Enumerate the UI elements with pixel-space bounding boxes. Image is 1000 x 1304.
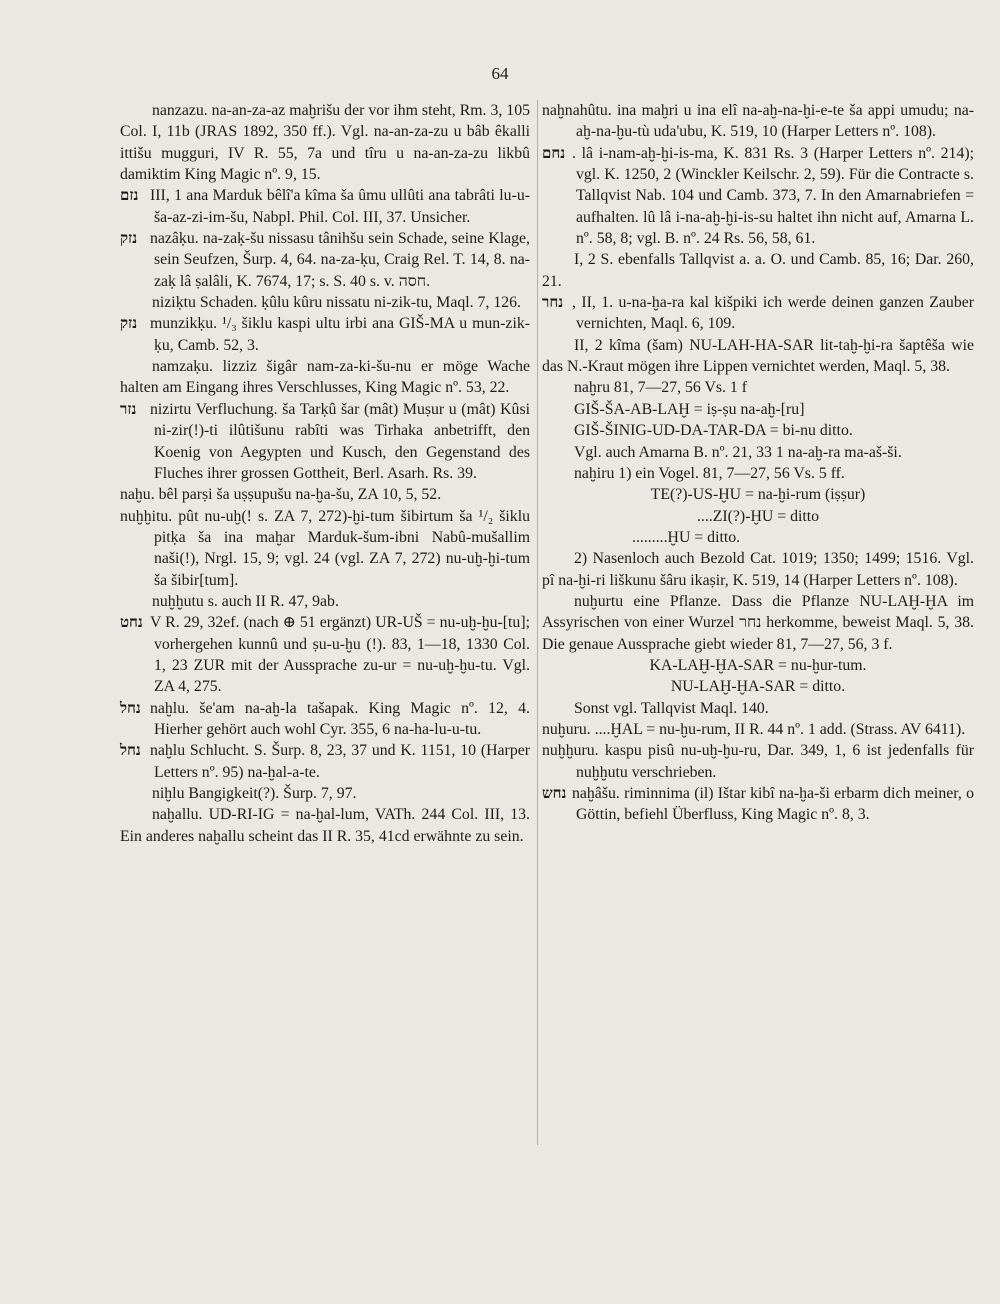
- dictionary-entry: [120, 506, 530, 591]
- entry-text: V R. 29, 32ef. (nach ⊕ 51 ergänzt) UR-UŠ = nu-uḫ-ḫu-[tu]; vorhergehen kunnû und ṣu-u-ḫu (!). 83, 1—18, 1330 Col. 1, 23 ZUR mit der Aussprache zu-ur = nu-uḫ-ḫu-tu. Vgl. ZA 4, 275.: [150, 614, 530, 696]
- hebrew-root: נזק: [120, 229, 138, 248]
- hebrew-root: נחל: [120, 741, 141, 760]
- dictionary-entry: [542, 100, 974, 143]
- hebrew-root: נחש: [542, 784, 567, 802]
- entry-text: nuḫḫitu. pût nu-uḫ(! s. ZA 7, 272)-ḫi-tum šibirtum ša ¹/₂ šiklu pitḳa ša ina maḫar Marduk-šum-ibni Nabû-mušallim naši(!), Nrgl. 15, 9; vgl. 24 (vgl. ZA 7, 272) nu-uḫ-ḫi-tum ša šibir[tum].: [120, 507, 530, 589]
- entry-text: I, 2 S. ebenfalls Tallqvist a. a. O. und Camb. 85, 16; Dar. 260, 21.: [542, 251, 974, 290]
- entry-text: munzikḳu. ¹/₃ šiklu kaspi ultu irbi ana GIŠ-MA u mun-zik-ḳu, Camb. 52, 3.: [150, 315, 530, 354]
- dictionary-entry: [120, 612, 530, 697]
- hebrew-root: נחל: [120, 698, 141, 717]
- dictionary-entry: [542, 740, 974, 783]
- entry-text: Vgl. auch Amarna B. nº. 21, 33 1 na-aḫ-ra ma-aš-ši.: [574, 443, 902, 461]
- entry-text: naḫallu. UD-RI-IG = na-ḫal-lum, VATh. 244 Col. III, 13. Ein anderes naḫallu scheint das II R. 35, 41cd erwähnte zu sein.: [120, 806, 530, 845]
- entry-text: . lâ i-nam-aḫ-ḫi-is-ma, K. 831 Rs. 3 (Harper Letters nº. 214); vgl. K. 1250, 2 (Winckler Keilschr. 2, 59). Für die Contracte s. Tallqvist Nab. 104 und Camb. 373, 7. In den Amarnabriefen = aufhalten. lû lâ i-na-aḫ-ḫi-is-su haltet ihn nicht auf, Amarna L. nº. 58, 8; vgl. B. nº. 24 Rs. 56, 58, 61.: [572, 144, 974, 248]
- dictionary-entry: [120, 185, 530, 228]
- dictionary-entry: [542, 420, 974, 441]
- dictionary-entry: [542, 506, 974, 527]
- dictionary-entry: [120, 484, 530, 505]
- hebrew-root: נחם: [542, 143, 566, 162]
- entry-text: Sonst vgl. Tallqvist Maql. 140.: [574, 699, 769, 717]
- dictionary-entry: [542, 484, 974, 505]
- entry-text: nuḫḫutu s. auch II R. 47, 9ab.: [152, 592, 339, 610]
- hebrew-root: נזר: [120, 399, 137, 418]
- dictionary-entry: [542, 463, 974, 484]
- dictionary-entry: [542, 377, 974, 398]
- left-column: [120, 100, 530, 847]
- entry-text: nuḫuru. ....ḪAL = nu-ḫu-rum, II R. 44 nº. 1 add. (Strass. AV 6411).: [542, 720, 966, 738]
- dictionary-entry: [120, 804, 530, 847]
- dictionary-entry: [120, 313, 530, 356]
- dictionary-entry: [542, 591, 974, 655]
- dictionary-entry: [120, 292, 530, 313]
- hebrew-root: נזק: [120, 314, 138, 333]
- entry-text: naḫnahûtu. ina maḫri u ina elî na-aḫ-na-ḫi-e-te ša appi umudu; na-aḫ-na-ḫu-tù uda'ubu, K. 519, 10 (Harper Letters nº. 108).: [542, 102, 974, 141]
- entry-text: 2) Nasenloch auch Bezold Cat. 1019; 1350; 1499; 1516. Vgl. pî na-ḫi-ri liškunu šâru ikaṣir, K. 519, 14 (Harper Letters nº. 108).: [542, 550, 974, 589]
- dictionary-entry: [120, 783, 530, 804]
- column-divider: [537, 100, 538, 1145]
- entry-text: KA-LAḪ-ḪA-SAR = nu-ḫur-tum.: [649, 656, 867, 674]
- entry-text: nizirtu Verfluchung. ša Tarḳû šar (mât) Muṣur u (mât) Kûsi ni-zir(!)-ti ilûtišunu rabîti was Tirhaka anbetrifft, den Koenig von Aegypten und Kusch, den Gegenstand des Fluches ihrer grossen Gottheit, Berl. Asarh. Rs. 39.: [150, 400, 530, 482]
- dictionary-entry: [542, 143, 974, 250]
- entry-text: , II, 1. u-na-ḫa-ra kal kišpiki ich werde deinen ganzen Zauber vernichten, Maql. 6, 109.: [572, 294, 974, 333]
- entry-text: naḫru 81, 7—27, 56 Vs. 1 f: [574, 379, 748, 397]
- entry-text: niziḳtu Schaden. ḳûlu kûru nissatu ni-zik-tu, Maql. 7, 126.: [152, 294, 521, 312]
- hebrew-root: נחט: [120, 613, 143, 632]
- dictionary-entry: [542, 335, 974, 378]
- dictionary-entry: [120, 356, 530, 399]
- entry-text: nanzazu. na-an-za-az maḫrišu der vor ihm steht, Rm. 3, 105 Col. I, 11b (JRAS 1892, 350 ff.). Vgl. na-an-za-zu u bâb êkalli ittišu mugguri, IV R. 55, 7a und tîru u na-an-za-zu likbû damiktim King Magic nº. 9, 15.: [120, 102, 530, 184]
- dictionary-entry: [542, 548, 974, 591]
- dictionary-entry: [120, 100, 530, 185]
- dictionary-entry: [120, 399, 530, 484]
- hebrew-root: נזם: [120, 186, 139, 205]
- entry-text: ....ZI(?)-ḪU = ditto: [696, 507, 820, 525]
- dictionary-entry: [542, 698, 974, 719]
- entry-text: TE(?)-US-ḪU = na-ḫi-rum (iṣṣur): [650, 486, 866, 504]
- dictionary-entry: [120, 591, 530, 612]
- entry-text: nuḫurtu eine Pflanze. Dass die Pflanze NU-LAḪ-ḪA im Assyrischen von einer Wurzel נחר herkomme, beweist Maql. 5, 38. Die genaue Aussprache giebt wieder 81, 7—27, 56, 3 f.: [542, 592, 974, 653]
- entry-text: III, 1 ana Marduk bêlî'a kîma ša ûmu ullûti ana tabrâti lu-u-ša-az-zi-im-šu, Nabpl. Phil. Col. III, 37. Unsicher.: [150, 187, 530, 226]
- entry-text: naḫlu Schlucht. S. Šurp. 8, 23, 37 und K. 1151, 10 (Harper Letters nº. 95) na-ḫal-a-te.: [150, 742, 530, 781]
- entry-text: naḫiru 1) ein Vogel. 81, 7—27, 56 Vs. 5 ff.: [574, 464, 845, 482]
- entry-text: namzaḳu. lizziz šigâr nam-za-ki-šu-nu er möge Wache halten am Eingang ihres Verschlusses, King Magic nº. 53, 22.: [120, 358, 530, 397]
- dictionary-entry: [542, 783, 974, 826]
- entry-text: II, 2 kîma (šam) NU-LAH-HA-SAR lit-taḫ-ḫi-ra šaptêša wie das N.-Kraut mögen ihre Lippen vernichtet werden, Maql. 5, 38.: [542, 336, 974, 376]
- entry-text: NU-LAḪ-ḪA-SAR = ditto.: [670, 678, 846, 696]
- dictionary-entry: [542, 442, 974, 463]
- dictionary-entry: [542, 399, 974, 420]
- hebrew-root: נחר: [542, 293, 564, 312]
- dictionary-entry: [120, 698, 530, 741]
- dictionary-entry: [542, 249, 974, 292]
- entry-text: GIŠ-ŠINIG-UD-DA-TAR-DA = bi-nu ditto.: [574, 422, 853, 440]
- right-column: [542, 100, 974, 826]
- entry-text: .........ḪU = ditto.: [632, 528, 741, 546]
- dictionary-entry: [542, 527, 974, 548]
- entry-text: naḫlu. še'am na-aḫ-la tašapak. King Magic nº. 12, 4. Hierher gehört auch wohl Cyr. 355, 6 na-ha-lu-u-tu.: [150, 699, 530, 738]
- entry-text: nazâḳu. na-zaḳ-šu nissasu tânihšu sein Schade, seine Klage, sein Seufzen, Šurp. 4, 64. na-za-ḳu, Craig Rel. T. 14, 8. na-zaḳ lâ ṣalâli, K. 7674, 17; s. S. 40 s. v. חסה.: [150, 230, 530, 290]
- page-number: 64: [491, 64, 509, 83]
- dictionary-entry: [120, 740, 530, 783]
- dictionary-entry: [542, 292, 974, 335]
- entry-text: GIŠ-ŠA-AB-LAḪ = iṣ-ṣu na-aḫ-[ru]: [574, 400, 805, 418]
- entry-text: niḫlu Bangigkeit(?). Šurp. 7, 97.: [152, 785, 357, 802]
- dictionary-entry: [542, 719, 974, 740]
- entry-text: naḫu. bêl parṣi ša uṣṣupušu na-ḫa-šu, ZA 10, 5, 52.: [120, 486, 442, 504]
- entry-text: naḫâšu. riminnima (il) Ištar kibî na-ḫa-ši erbarm dich meiner, o Göttin, befiehl Überfluss, King Magic nº. 8, 3.: [572, 785, 974, 824]
- entry-text: nuḫḫuru. kaspu pisû nu-uḫ-ḫu-ru, Dar. 349, 1, 6 ist jedenfalls für nuḫḫutu verschrieben.: [542, 742, 974, 781]
- dictionary-entry: [542, 676, 974, 697]
- dictionary-entry: [120, 228, 530, 292]
- dictionary-entry: [542, 655, 974, 676]
